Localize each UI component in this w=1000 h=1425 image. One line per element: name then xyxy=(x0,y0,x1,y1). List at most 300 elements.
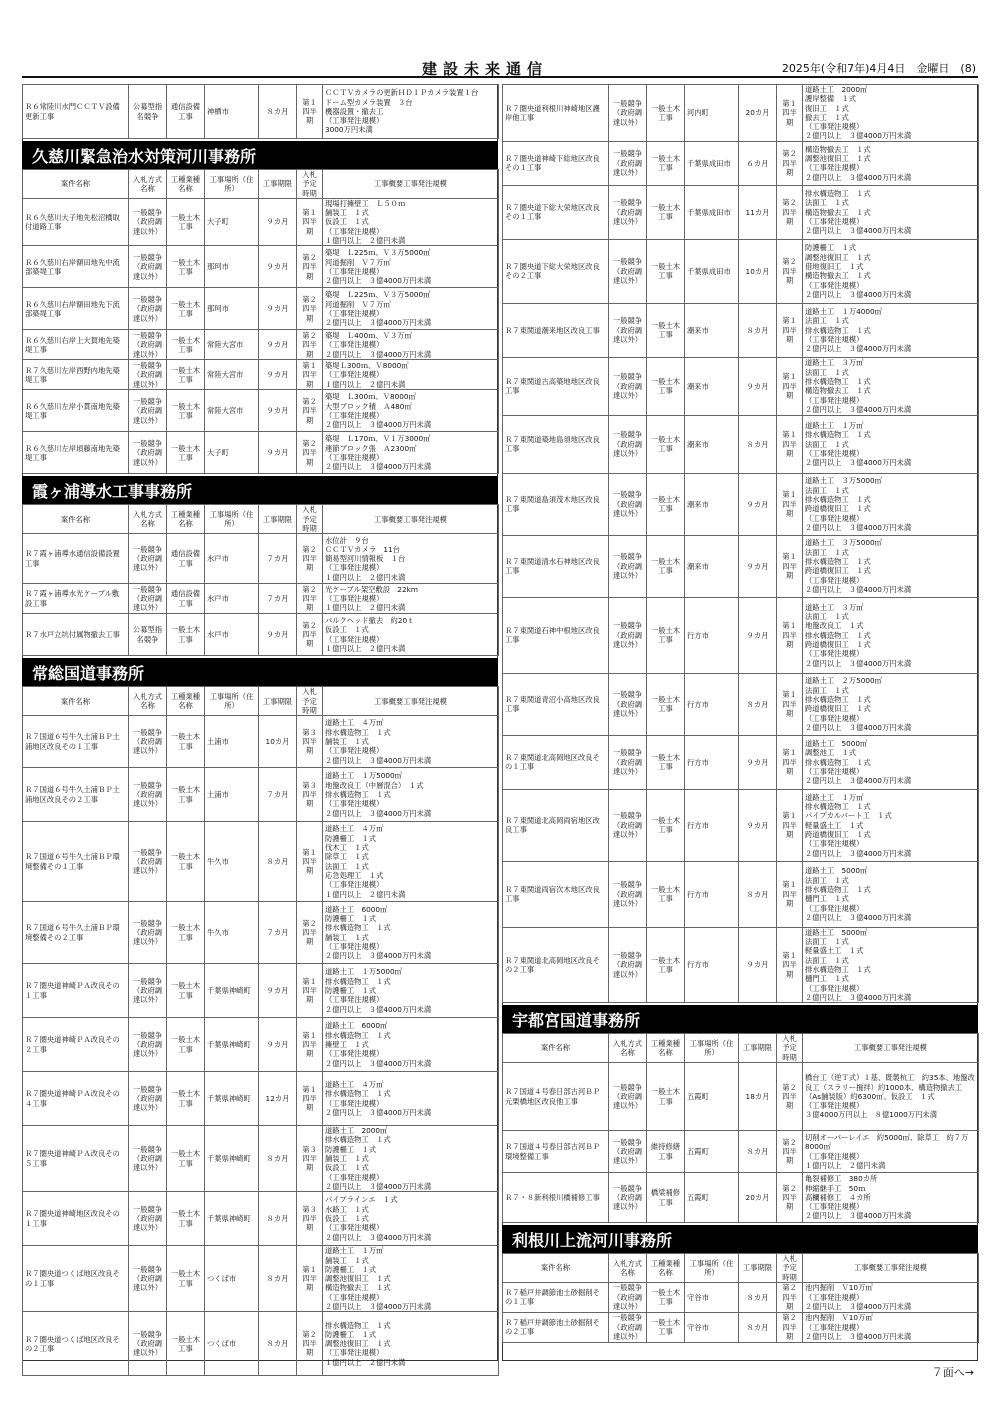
table-row xyxy=(503,597,979,673)
table-row xyxy=(23,1126,499,1192)
column-header: 工種業種名称 xyxy=(647,1254,685,1283)
table-row xyxy=(503,1173,979,1223)
cell-name: Ｒ６久慈川右岸上大賀地先築堤工事 xyxy=(23,330,129,360)
cell-timing: 第２四半期 xyxy=(297,330,323,360)
cell-method: 一般競争（政府調達以外） xyxy=(129,716,167,768)
cell-overview: 道路土工 ３万5000㎥ 法面工 １式 排水構造物工 １式 跨道橋復旧工 １式 （工事発注規模） ２億円以上 ３億4000万円未満 xyxy=(803,473,979,535)
cell-overview: バルクヘッド撤去 約20ｔ 仮設工 １式 （工事発注規模） １億円以上 ２億円未満 xyxy=(323,614,499,656)
cell-method: 一般競争（政府調達以外） xyxy=(609,141,647,185)
cell-name: Ｒ７稲戸井調節池土砂掘削その１工事 xyxy=(503,1282,609,1312)
table-row xyxy=(23,964,499,1018)
table-row xyxy=(503,239,979,303)
cell-place: 那珂市 xyxy=(205,246,259,288)
cell-type: 通信設備工事 xyxy=(167,584,205,614)
cell-type: 通信設備工事 xyxy=(167,534,205,584)
cell-method: 一般競争（政府調達以外） xyxy=(609,1063,647,1131)
cell-name: Ｒ７圏央道神崎ＰＡ改良その２工事 xyxy=(23,1018,129,1072)
cell-place: 土浦市 xyxy=(205,768,259,822)
cell-overview: 築堤Ｌ300ｍ、Ｖ8000㎥ （工事発注規模） １億円以上 ２億円未満 xyxy=(323,360,499,390)
cell-place: 潮来市 xyxy=(685,415,739,473)
cell-name: Ｒ７圏央道利根川神崎地区護岸他工事 xyxy=(503,85,609,142)
cell-period: ８カ月 xyxy=(739,1131,777,1173)
cell-timing: 第１四半期 xyxy=(777,735,803,789)
table-row xyxy=(23,85,499,139)
cell-overview: パイプラインエ １式 水路工 １式 仮設工 １式 （工事発注規模） ２億円以上 ３億4000万円未満 xyxy=(323,1192,499,1246)
cell-place: 牛久市 xyxy=(205,902,259,964)
cell-place: 千葉県成田市 xyxy=(685,141,739,185)
cell-name: Ｒ７国道４号春日部古河ＢＰ元栗橋地区改良他工事 xyxy=(503,1063,609,1131)
cell-place: 水戸市 xyxy=(205,584,259,614)
column-header: 入札予定時期 xyxy=(777,1034,803,1063)
table-joso xyxy=(22,686,499,1376)
cell-overview: 築堤 Ｌ170ｍ、Ｖ１万3000㎥ 連節ブロック張 Ａ2300㎡ （工事発注規模） ２億円以上 ３億4000万円未満 xyxy=(323,432,499,474)
cell-name: Ｒ７圏央道つくば地区改良その２工事 xyxy=(23,1312,129,1376)
cell-name: Ｒ７圏央道下総大栄地区改良その１工事 xyxy=(503,185,609,239)
column-header: 工事期限 xyxy=(739,1254,777,1283)
table-row xyxy=(503,927,979,1002)
column-header: 工事概要工事発注規模 xyxy=(803,1034,979,1063)
cell-name: Ｒ７東関道石神中根地区改良工事 xyxy=(503,597,609,673)
cell-timing: 第１四半期 xyxy=(777,535,803,597)
cell-overview: 道路土工 １万㎥ 舗装工 １式 防護柵工 １式 調整池復旧工 １式 構造物撤去工 １式 （工事発注規模） ２億円以上 ３億4000万円未満 xyxy=(323,1246,499,1312)
cell-overview: 道路土工 5000㎥ 調整池工 １式 排水構造物工 １式 （工事発注規模） ２億円以上 ３億4000万円未満 xyxy=(803,735,979,789)
cell-place: 那珂市 xyxy=(205,288,259,330)
column-header: 工事概要工事発注規模 xyxy=(323,505,499,534)
cell-timing: 第１四半期 xyxy=(297,964,323,1018)
cell-timing: 第３四半期 xyxy=(297,1126,323,1192)
cell-overview: 池内掘削 Ｖ10万㎥ （工事発注規模） ２億円以上 ３億4000万円未満 xyxy=(803,1282,979,1312)
column-header: 案件名称 xyxy=(23,170,129,199)
table-row xyxy=(503,415,979,473)
column-header: 案件名称 xyxy=(503,1034,609,1063)
cell-timing: 第１四半期 xyxy=(777,927,803,1002)
cell-type: 一般土木工事 xyxy=(167,246,205,288)
cell-timing: 第３四半期 xyxy=(297,1192,323,1246)
table-row xyxy=(503,473,979,535)
cell-timing: 第２四半期 xyxy=(297,614,323,656)
cell-name: Ｒ６久慈川左岸小貫南地先築堤工事 xyxy=(23,390,129,432)
table-utsunomiya xyxy=(502,1033,979,1223)
cell-method: 一般競争（政府調達以外） xyxy=(609,1131,647,1173)
cell-overview: 道路土工 １万㎥ 排水構造物工 １式 パイプカルバート工 １式 軽量盛土工 １式 跨道橋復旧工 １式 （工事発注規模） ２億円以上 ３億4000万円未満 xyxy=(803,789,979,861)
table-row xyxy=(23,768,499,822)
cell-place: 牛久市 xyxy=(205,822,259,902)
cell-name: Ｒ６久慈川左岸頃藤南地先築堤工事 xyxy=(23,432,129,474)
column-header: 入札方式名称 xyxy=(609,1034,647,1063)
cell-period: 20カ月 xyxy=(739,85,777,142)
cell-overview: 現場打擁壁工 Ｌ５０ｍ 舗装工 １式 仮設工 １式 （工事発注規模） １億円以上 ２億円未満 xyxy=(323,198,499,245)
table-row xyxy=(503,303,979,357)
column-header: 工事概要工事発注規模 xyxy=(803,1254,979,1283)
cell-method: 一般競争（政府調達以外） xyxy=(129,1246,167,1312)
cell-overview: 道路土工 ４万㎥ 防護柵工 １式 伐木工 １式 除草工 １式 法面工 １式 応急処理工 １式 （工事発注規模） １億円以上 ２億円未満 xyxy=(323,822,499,902)
table-row xyxy=(503,735,979,789)
cell-timing: 第１四半期 xyxy=(297,198,323,245)
cell-method: 一般競争（政府調達以外） xyxy=(129,432,167,474)
cell-timing: 第２四半期 xyxy=(777,185,803,239)
table-header-row xyxy=(23,687,499,716)
section-title-utsunomiya: 宇都宮国道事務所 xyxy=(502,1005,978,1033)
cell-place: 千葉県神崎町 xyxy=(205,964,259,1018)
cell-overview: 道路土工 5000㎥ 法面工 １式 軽量盛土工 １式 法面工 １式 排水構造物工 １式 樋門工 １式 （工事発注規模） ２億円以上 ３億4000万円未満 xyxy=(803,927,979,1002)
table-row xyxy=(503,1131,979,1173)
cell-method: 一般競争（政府調達以外） xyxy=(129,390,167,432)
cell-timing: 第１四半期 xyxy=(777,789,803,861)
table-header-row xyxy=(503,1034,979,1063)
cell-period: ９カ月 xyxy=(259,1018,297,1072)
cell-method: 一般競争（政府調達以外） xyxy=(129,768,167,822)
cell-method: 一般競争（政府調達以外） xyxy=(609,85,647,142)
cell-overview: ＣＣＴＶカメラの更新ＨＤＩＰカメラ装置１台 ドーム型カメラ装置 ３台 機器設置・撤去工 （工事発注規模） 3000万円未満 xyxy=(323,85,499,139)
cell-type: 橋梁補修工事 xyxy=(647,1173,685,1223)
cell-type: 一般土木工事 xyxy=(167,1018,205,1072)
cell-timing: 第２四半期 xyxy=(297,534,323,584)
cell-method: 一般競争（政府調達以外） xyxy=(609,1312,647,1342)
cell-period: ９カ月 xyxy=(259,614,297,656)
cell-timing: 第１四半期 xyxy=(297,85,323,139)
cell-type: 一般土木工事 xyxy=(647,1063,685,1131)
cell-period: ６カ月 xyxy=(739,141,777,185)
cell-place: 五霞町 xyxy=(685,1063,739,1131)
cell-period: ９カ月 xyxy=(259,330,297,360)
cell-type: 一般土木工事 xyxy=(167,390,205,432)
cell-place: 行方市 xyxy=(685,789,739,861)
table-row xyxy=(503,789,979,861)
table-row xyxy=(23,198,499,245)
cell-place: 行方市 xyxy=(685,597,739,673)
left-column xyxy=(22,84,498,1376)
cell-period: ９カ月 xyxy=(739,735,777,789)
cell-method: 一般競争（政府調達以外） xyxy=(609,735,647,789)
cell-overview: 排水構造物工 １式 防護柵工 １式 調整池復旧工 １式 （工事発注規模） １億円以上 ２億円未満 xyxy=(323,1312,499,1376)
table-row xyxy=(503,357,979,415)
cell-timing: 第１四半期 xyxy=(777,597,803,673)
cell-overview: 道路土工 ３万㎥ 法面工 １式 地盤改良工 １式 排水構造物工 １式 跨道橋復旧工 １式 （工事発注規模） ２億円以上 ３億4000万円未満 xyxy=(803,597,979,673)
column-header: 案件名称 xyxy=(23,505,129,534)
cell-method: 一般競争（政府調達以外） xyxy=(609,185,647,239)
cell-type: 一般土木工事 xyxy=(647,357,685,415)
cell-name: Ｒ７稲戸井調節池土砂掘削その２工事 xyxy=(503,1312,609,1342)
cell-name: Ｒ７圏央道神崎下総地区改良その１工事 xyxy=(503,141,609,185)
table-row xyxy=(23,822,499,902)
cell-name: Ｒ７東関道清水石神地区改良工事 xyxy=(503,535,609,597)
table-row xyxy=(23,1246,499,1312)
cell-method: 公募型指名競争 xyxy=(129,85,167,139)
cell-name: Ｒ７霞ヶ浦導水通信設備設置工事 xyxy=(23,534,129,584)
cell-type: 一般土木工事 xyxy=(647,535,685,597)
cell-place: 水戸市 xyxy=(205,614,259,656)
cell-place: 五霞町 xyxy=(685,1173,739,1223)
cell-type: 一般土木工事 xyxy=(167,360,205,390)
cell-period: ８カ月 xyxy=(259,85,297,139)
cell-period: ８カ月 xyxy=(739,303,777,357)
cell-overview: 道路土工 １万5000㎥ 排水構造物工 １式 防護柵工 １式 （工事発注規模） ２億円以上 ３億4000万円未満 xyxy=(323,964,499,1018)
cell-type: 一般土木工事 xyxy=(647,789,685,861)
cell-name: Ｒ７水戸立坑付属物撤去工事 xyxy=(23,614,129,656)
cell-place: 千葉県神崎町 xyxy=(205,1126,259,1192)
cell-name: Ｒ６常陸川水門ＣＣＴＶ設備更新工事 xyxy=(23,85,129,139)
cell-place: 土浦市 xyxy=(205,716,259,768)
cell-place: 行方市 xyxy=(685,673,739,735)
cell-period: 10カ月 xyxy=(259,716,297,768)
cell-timing: 第１四半期 xyxy=(297,822,323,902)
cell-period: ８カ月 xyxy=(739,1282,777,1312)
table-row xyxy=(23,716,499,768)
cell-name: Ｒ７東関道北高岡地区改良その１工事 xyxy=(503,735,609,789)
cell-place: 行方市 xyxy=(685,861,739,927)
cell-overview: 道路土工 １万5000㎥ 地盤改良工（中層混合） １式 排水構造物工 １式 （工事発注規模） ２億円以上 ３億4000万円未満 xyxy=(323,768,499,822)
cell-period: 12カ月 xyxy=(259,1072,297,1126)
cell-overview: 道路土工 ３万㎥ 法面工 １式 排水構造物工 １式 構造物撤去工 １式 （工事発注規模） ２億円以上 ３億4000万円未満 xyxy=(803,357,979,415)
cell-period: 10カ月 xyxy=(739,239,777,303)
column-header: 工事場所（住所） xyxy=(205,170,259,199)
cell-name: Ｒ７東関道築地島須地区改良工事 xyxy=(503,415,609,473)
cell-period: ８カ月 xyxy=(259,1312,297,1376)
cell-period: ９カ月 xyxy=(739,535,777,597)
column-header: 工事期限 xyxy=(259,687,297,716)
cell-type: 一般土木工事 xyxy=(167,1126,205,1192)
cell-name: Ｒ７圏央道神崎ＰＡ改良その５工事 xyxy=(23,1126,129,1192)
cell-type: 一般土木工事 xyxy=(167,902,205,964)
cell-timing: 第１四半期 xyxy=(297,1072,323,1126)
cell-method: 一般競争（政府調達以外） xyxy=(609,673,647,735)
column-header: 工事期限 xyxy=(259,170,297,199)
cell-method: 一般競争（政府調達以外） xyxy=(129,288,167,330)
column-header: 工事場所（住所） xyxy=(685,1254,739,1283)
cell-period: ７カ月 xyxy=(259,534,297,584)
cell-method: 一般競争（政府調達以外） xyxy=(129,1072,167,1126)
table-header-row xyxy=(23,170,499,199)
cell-overview: 道路土工 ４万㎥ 排水構造物工 １式 舗装工 １式 （工事発注規模） ２億円以上 ３億4000万円未満 xyxy=(323,716,499,768)
cell-timing: 第１四半期 xyxy=(777,415,803,473)
cell-method: 一般競争（政府調達以外） xyxy=(129,964,167,1018)
cell-method: 一般競争（政府調達以外） xyxy=(609,473,647,535)
cell-overview: 道路土工 １万4000㎥ 法面工 １式 排水構造物工 １式 （工事発注規模） ２億円以上 ３億4000万円未満 xyxy=(803,303,979,357)
table-row xyxy=(23,432,499,474)
publication-title: 建設未来通信 xyxy=(422,60,549,78)
cell-overview: 池内掘削 Ｖ10万㎥ （工事発注規模） ２億円以上 ３億4000万円未満 xyxy=(803,1312,979,1342)
cell-period: ７カ月 xyxy=(259,584,297,614)
cell-timing: 第２四半期 xyxy=(777,239,803,303)
cell-overview: 道路土工 ２万5000㎥ 法面工 １式 排水構造物工 １式 跨道橋復旧工 １式 （工事発注規模） ２億円以上 ３億4000万円未満 xyxy=(803,673,979,735)
cell-name: Ｒ７圏央道神崎ＰＡ改良その４工事 xyxy=(23,1072,129,1126)
column-header: 工事期限 xyxy=(739,1034,777,1063)
cell-overview: 道路土工 6000㎥ 排水構造物工 １式 擁壁工 １式 （工事発注規模） ２億円以上 ３億4000万円未満 xyxy=(323,1018,499,1072)
table-row xyxy=(503,861,979,927)
cell-timing: 第２四半期 xyxy=(777,1312,803,1342)
cell-type: 一般土木工事 xyxy=(167,716,205,768)
cell-method: 一般競争（政府調達以外） xyxy=(129,246,167,288)
cell-name: Ｒ７東関道島須茂木地区改良工事 xyxy=(503,473,609,535)
cell-period: ９カ月 xyxy=(259,964,297,1018)
cell-place: 千葉県神崎町 xyxy=(205,1192,259,1246)
table-row xyxy=(503,535,979,597)
cell-method: 一般競争（政府調達以外） xyxy=(129,534,167,584)
cell-name: Ｒ７東関道北高岡両宿地区改良工事 xyxy=(503,789,609,861)
cell-name: Ｒ７国道４号春日部古河ＢＰ環境整備工事 xyxy=(503,1131,609,1173)
column-header: 工種業種名称 xyxy=(167,687,205,716)
cell-overview: 道路土工 5000㎥ 法面工 １式 排水構造物工 １式 樋門工 １式 （工事発注規模） ２億円以上 ３億4000万円未満 xyxy=(803,861,979,927)
cell-type: 一般土木工事 xyxy=(647,597,685,673)
cell-overview: 道路土工 ４万㎥ 排水構造物工 １式 （工事発注規模） ２億円以上 ３億4000万円未満 xyxy=(323,1072,499,1126)
section-title-kasumi: 霞ヶ浦導水工事事務所 xyxy=(22,476,498,504)
cell-overview: 道路土工 ３万5000㎥ 法面工 １式 排水構造物工 １式 跨道橋復旧工 １式 （工事発注規模） ２億円以上 ３億4000万円未満 xyxy=(803,535,979,597)
cell-type: 一般土木工事 xyxy=(167,198,205,245)
cell-period: ９カ月 xyxy=(259,288,297,330)
cell-period: 11カ月 xyxy=(739,185,777,239)
cell-timing: 第１四半期 xyxy=(297,1246,323,1312)
cell-timing: 第２四半期 xyxy=(297,432,323,474)
column-header: 工事概要工事発注規模 xyxy=(323,170,499,199)
section-title-kuji: 久慈川緊急治水対策河川事務所 xyxy=(22,141,498,169)
cell-timing: 第３四半期 xyxy=(297,716,323,768)
cell-name: Ｒ７久慈川左岸西野内地先築堤工事 xyxy=(23,360,129,390)
cell-method: 一般競争（政府調達以外） xyxy=(129,822,167,902)
table-header-row xyxy=(503,1254,979,1283)
table-row xyxy=(23,584,499,614)
cell-timing: 第２四半期 xyxy=(297,584,323,614)
cell-period: ９カ月 xyxy=(259,246,297,288)
next-page-note: ７面へ→ xyxy=(931,1366,974,1379)
cell-place: 水戸市 xyxy=(205,534,259,584)
cell-name: Ｒ７霞ヶ浦導水光ケーブル敷設工事 xyxy=(23,584,129,614)
cell-type: 一般土木工事 xyxy=(647,185,685,239)
column-header: 入札方式名称 xyxy=(129,170,167,199)
cell-overview: 水位計 ９台 ＣＣＴＶカメラ 11台 簡易型河川情報板 １台 （工事発注規模） １億円以上 ２億円未満 xyxy=(323,534,499,584)
cell-type: 維持修繕工事 xyxy=(647,1131,685,1173)
column-header: 入札方式名称 xyxy=(129,505,167,534)
cell-place: 常陸大宮市 xyxy=(205,360,259,390)
table-continued-top xyxy=(22,84,499,139)
cell-type: 一般土木工事 xyxy=(167,964,205,1018)
column-header: 工事場所（住所） xyxy=(205,505,259,534)
cell-method: 一般競争（政府調達以外） xyxy=(609,1173,647,1223)
cell-place: 常陸大宮市 xyxy=(205,390,259,432)
cell-period: ９カ月 xyxy=(739,927,777,1002)
table-tone xyxy=(502,1253,979,1343)
cell-place: 守谷市 xyxy=(685,1282,739,1312)
cell-timing: 第１四半期 xyxy=(777,303,803,357)
cell-period: ９カ月 xyxy=(259,390,297,432)
cell-period: 20カ月 xyxy=(739,1173,777,1223)
cell-place: 潮来市 xyxy=(685,303,739,357)
cell-type: 一般土木工事 xyxy=(647,1282,685,1312)
table-row xyxy=(23,288,499,330)
column-header: 工事期限 xyxy=(259,505,297,534)
table-row xyxy=(23,390,499,432)
cell-method: 一般競争（政府調達以外） xyxy=(609,415,647,473)
cell-period: ８カ月 xyxy=(739,673,777,735)
cell-method: 一般競争（政府調達以外） xyxy=(609,597,647,673)
table-row xyxy=(23,330,499,360)
cell-period: ９カ月 xyxy=(739,357,777,415)
table-joso-continued xyxy=(502,84,979,1003)
cell-overview: 排水構造物工 １式 法面工 １式 構造物撤去工 １式 （工事発注規模） ２億円以上 ３億4000万円未満 xyxy=(803,185,979,239)
cell-place: 潮来市 xyxy=(685,357,739,415)
table-header-row xyxy=(23,505,499,534)
cell-name: Ｒ６久慈川大子地先松沼橋取付道路工事 xyxy=(23,198,129,245)
cell-period: ７カ月 xyxy=(259,902,297,964)
cell-period: ８カ月 xyxy=(259,1126,297,1192)
cell-type: 一般土木工事 xyxy=(647,735,685,789)
cell-overview: 築堤 Ｌ225ｍ、Ｖ３万5000㎥ 河道掘削 Ｖ７万㎥ （工事発注規模） ２億円以上 ３億4000万円未満 xyxy=(323,246,499,288)
cell-timing: 第２四半期 xyxy=(777,1063,803,1131)
cell-name: Ｒ７圏央道下総大栄地区改良その２工事 xyxy=(503,239,609,303)
cell-overview: 築堤 Ｌ225ｍ、Ｖ３万5000㎥ 河道掘削 Ｖ７万㎥ （工事発注規模） ２億円以上 ３億4000万円未満 xyxy=(323,288,499,330)
cell-name: Ｒ７東関道北高岡地区改良その２工事 xyxy=(503,927,609,1002)
cell-name: Ｒ７・８新利根川橋補修工事 xyxy=(503,1173,609,1223)
cell-type: 一般土木工事 xyxy=(647,1312,685,1342)
cell-period: ８カ月 xyxy=(739,861,777,927)
column-header: 工種業種名称 xyxy=(167,505,205,534)
column-header: 工事概要工事発注規模 xyxy=(323,687,499,716)
cell-method: 一般競争（政府調達以外） xyxy=(609,789,647,861)
column-header: 工種業種名称 xyxy=(167,170,205,199)
cell-name: Ｒ７国道６号牛久土浦ＢＰ土浦地区改良その２工事 xyxy=(23,768,129,822)
cell-place: 行方市 xyxy=(685,735,739,789)
cell-type: 一般土木工事 xyxy=(167,1072,205,1126)
cell-type: 一般土木工事 xyxy=(647,239,685,303)
cell-name: Ｒ７東関道潮来地区改良工事 xyxy=(503,303,609,357)
cell-period: ８カ月 xyxy=(259,1192,297,1246)
table-row xyxy=(23,902,499,964)
cell-timing: 第３四半期 xyxy=(297,768,323,822)
cell-period: ８カ月 xyxy=(259,822,297,902)
cell-type: 一般土木工事 xyxy=(647,141,685,185)
table-row xyxy=(23,360,499,390)
cell-timing: 第２四半期 xyxy=(297,902,323,964)
table-row xyxy=(23,614,499,656)
cell-name: Ｒ６久慈川右岸額田地先中流部築堤工事 xyxy=(23,246,129,288)
column-header: 案件名称 xyxy=(23,687,129,716)
cell-period: ８カ月 xyxy=(739,415,777,473)
cell-method: 一般競争（政府調達以外） xyxy=(609,1282,647,1312)
cell-name: Ｒ６久慈川右岸額田地先下流部築堤工事 xyxy=(23,288,129,330)
cell-type: 一般土木工事 xyxy=(167,614,205,656)
cell-overview: 防護柵工 １式 調整池復旧工 １式 借地復旧工 １式 構造物撤去工 １式 （工事発注規模） ２億円以上 ３億4000万円未満 xyxy=(803,239,979,303)
cell-overview: 道路土工 6000㎥ 防護柵工 １式 排水構造物工 １式 舗装工 １式 （工事発注規模） ２億円以上 ３億4000万円未満 xyxy=(323,902,499,964)
table-row xyxy=(23,534,499,584)
cell-place: 河内町 xyxy=(685,85,739,142)
column-header: 入札方式名称 xyxy=(609,1254,647,1283)
cell-name: Ｒ７国道６号牛久土浦ＢＰ環境整備その１工事 xyxy=(23,822,129,902)
cell-timing: 第１四半期 xyxy=(777,85,803,142)
cell-period: ９カ月 xyxy=(739,473,777,535)
right-column xyxy=(502,84,978,1343)
cell-place: 常陸大宮市 xyxy=(205,330,259,360)
cell-timing: 第２四半期 xyxy=(777,1131,803,1173)
cell-period: ９カ月 xyxy=(259,360,297,390)
cell-period: ８カ月 xyxy=(259,1246,297,1312)
cell-type: 一般土木工事 xyxy=(167,432,205,474)
cell-timing: 第２四半期 xyxy=(297,1312,323,1376)
cell-timing: 第１四半期 xyxy=(777,673,803,735)
cell-type: 一般土木工事 xyxy=(167,330,205,360)
cell-period: 18カ月 xyxy=(739,1063,777,1131)
column-header: 入札予定時期 xyxy=(777,1254,803,1283)
cell-method: 一般競争（政府調達以外） xyxy=(129,1192,167,1246)
cell-method: 一般競争（政府調達以外） xyxy=(129,1126,167,1192)
cell-method: 一般競争（政府調達以外） xyxy=(609,303,647,357)
table-row xyxy=(503,673,979,735)
cell-type: 一般土木工事 xyxy=(647,415,685,473)
cell-period: ８カ月 xyxy=(739,1312,777,1342)
cell-method: 一般競争（政府調達以外） xyxy=(129,198,167,245)
cell-timing: 第２四半期 xyxy=(297,246,323,288)
cell-period: ７カ月 xyxy=(259,768,297,822)
cell-name: Ｒ７圏央道つくば地区改良その１工事 xyxy=(23,1246,129,1312)
cell-place: 千葉県成田市 xyxy=(685,185,739,239)
